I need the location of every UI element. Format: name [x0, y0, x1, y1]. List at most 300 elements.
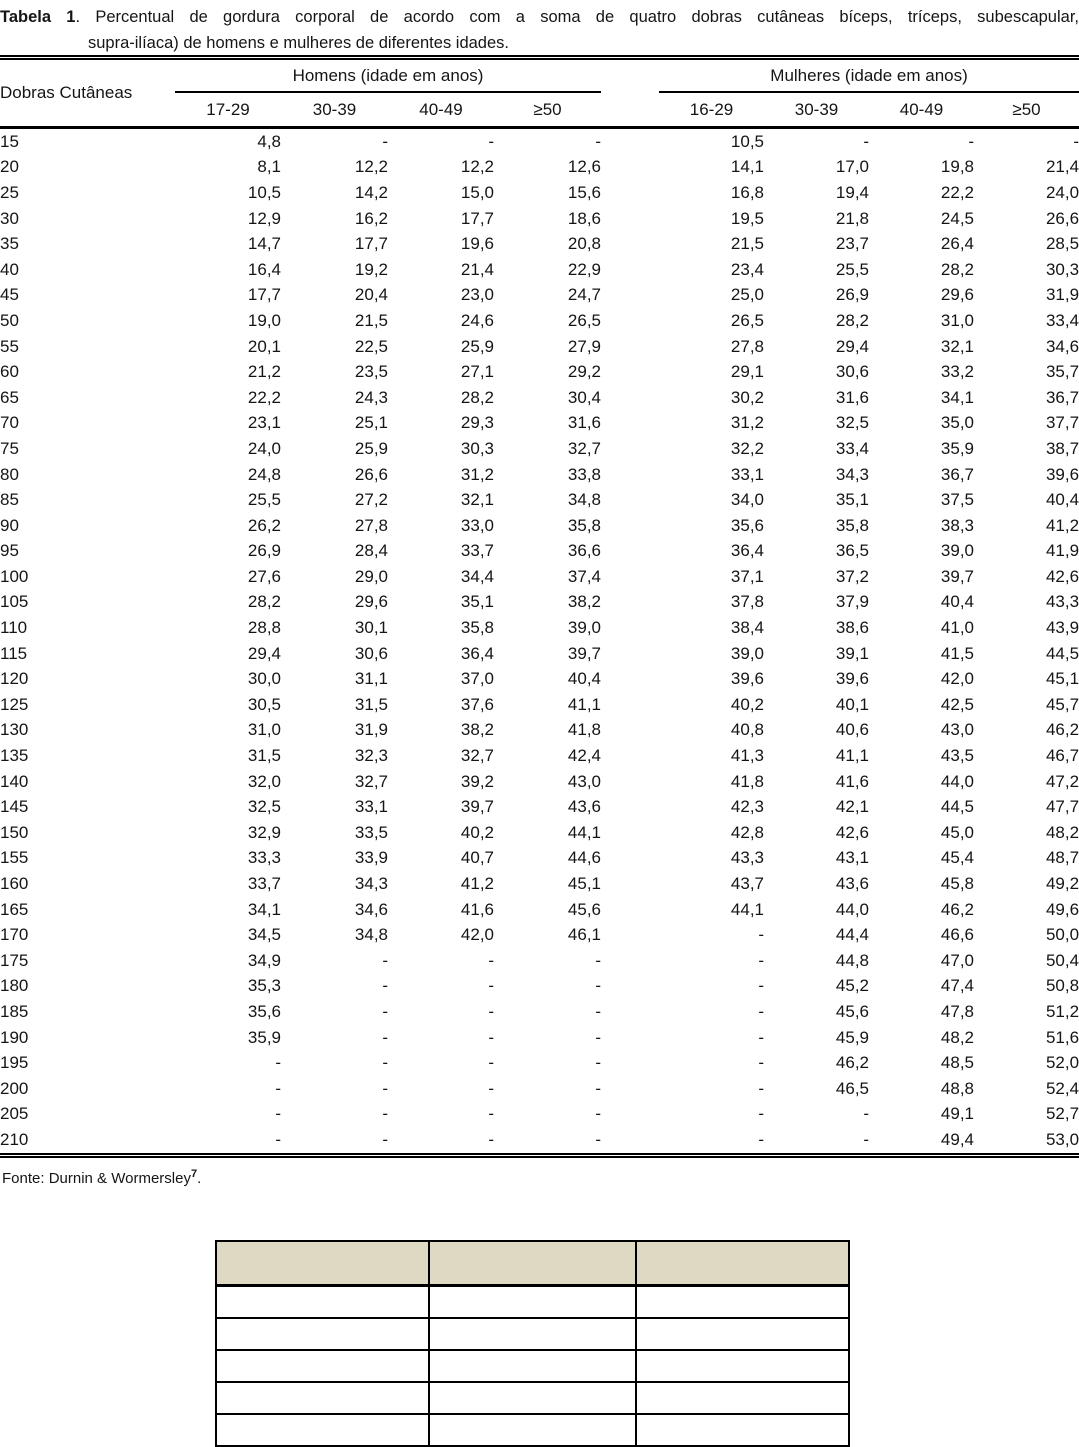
spacer-cell [601, 539, 659, 565]
empty-form-cell [216, 1286, 429, 1319]
women-value-cell: 42,5 [940, 694, 974, 714]
women-value-cell: 14,1 [730, 157, 764, 177]
women-value-cell: - [758, 1053, 764, 1073]
skinfold-sum-cell: 120 [0, 669, 29, 689]
women-value-cell: 49,2 [1045, 874, 1079, 894]
women-value-cell: 41,3 [730, 746, 764, 766]
men-value-cell: 20,1 [247, 336, 281, 356]
women-value-cell: 34,3 [835, 464, 869, 484]
women-value-cell: 28,5 [1045, 234, 1079, 254]
men-value-cell: - [488, 1053, 494, 1073]
men-value-cell: - [382, 976, 388, 996]
women-value-cell: 31,0 [940, 310, 974, 330]
table-row [0, 1102, 1079, 1128]
empty-form-header-cell [636, 1241, 849, 1286]
men-value-cell: 15,0 [460, 182, 494, 202]
skinfold-sum-cell: 95 [0, 541, 19, 561]
men-value-cell: 29,6 [354, 592, 388, 612]
women-value-cell: 44,0 [940, 771, 974, 791]
women-value-cell: 47,0 [940, 950, 974, 970]
men-value-cell: 32,3 [354, 746, 388, 766]
women-value-cell: 16,8 [730, 182, 764, 202]
women-group-header: Mulheres (idade em anos) [659, 58, 1079, 93]
spacer-cell [601, 1127, 659, 1155]
women-value-cell: 28,2 [940, 259, 974, 279]
men-value-cell: 14,2 [354, 182, 388, 202]
women-value-cell: 30,3 [1045, 259, 1079, 279]
men-value-cell: 27,8 [354, 515, 388, 535]
women-value-cell: 39,0 [940, 541, 974, 561]
men-value-cell: 41,2 [460, 874, 494, 894]
women-value-cell: 52,7 [1045, 1104, 1079, 1124]
men-value-cell: 41,1 [567, 694, 601, 714]
table-row [0, 462, 1079, 488]
men-value-cell: 21,5 [354, 310, 388, 330]
women-value-cell: 39,6 [1045, 464, 1079, 484]
women-value-cell: 39,7 [940, 566, 974, 586]
empty-form-cell [216, 1318, 429, 1350]
men-value-cell: 22,2 [247, 387, 281, 407]
table-row [0, 180, 1079, 206]
women-value-cell: 26,4 [940, 234, 974, 254]
empty-form-cell [636, 1350, 849, 1382]
women-value-cell: 24,0 [1045, 182, 1079, 202]
empty-form-cell [636, 1414, 849, 1446]
table-row [0, 436, 1079, 462]
women-value-cell: 35,9 [940, 438, 974, 458]
women-value-cell: 49,4 [940, 1129, 974, 1149]
men-value-cell: 19,2 [354, 259, 388, 279]
men-value-cell: 31,6 [567, 413, 601, 433]
men-value-cell: 27,2 [354, 490, 388, 510]
men-value-cell: 43,0 [567, 771, 601, 791]
empty-form-cell [636, 1382, 849, 1414]
men-value-cell: 25,9 [354, 438, 388, 458]
women-value-cell: 50,8 [1045, 976, 1079, 996]
women-value-cell: 30,2 [730, 387, 764, 407]
men-value-cell: 36,6 [567, 541, 601, 561]
women-value-cell: 43,0 [940, 720, 974, 740]
skinfold-sum-cell: 70 [0, 413, 19, 433]
men-value-cell: 31,9 [354, 720, 388, 740]
men-value-cell: 33,8 [567, 464, 601, 484]
men-value-cell: 16,2 [354, 208, 388, 228]
empty-form-header-cell [216, 1241, 429, 1286]
women-value-cell: 43,1 [835, 848, 869, 868]
men-value-cell: 24,7 [567, 285, 601, 305]
women-value-cell: 24,5 [940, 208, 974, 228]
women-value-cell: 53,0 [1045, 1129, 1079, 1149]
women-value-cell: 47,7 [1045, 797, 1079, 817]
men-value-cell: 19,6 [460, 234, 494, 254]
empty-form-cell [429, 1286, 636, 1319]
women-value-cell: 45,7 [1045, 694, 1079, 714]
women-value-cell: 46,2 [1045, 720, 1079, 740]
empty-form-cell [216, 1414, 429, 1446]
women-value-cell: - [863, 1129, 869, 1149]
women-value-cell: 39,1 [835, 643, 869, 663]
women-value-cell: 35,8 [835, 515, 869, 535]
women-value-cell: 33,1 [730, 464, 764, 484]
table-caption [0, 4, 1079, 56]
men-value-cell: 23,1 [247, 413, 281, 433]
women-value-cell: 21,8 [835, 208, 869, 228]
skinfold-sum-cell: 85 [0, 490, 19, 510]
women-value-cell: 26,6 [1045, 208, 1079, 228]
women-value-cell: 52,0 [1045, 1053, 1079, 1073]
women-value-cell: 43,7 [730, 874, 764, 894]
table-row [0, 948, 1079, 974]
men-value-cell: 40,2 [460, 822, 494, 842]
table-row [0, 539, 1079, 565]
source-reference-superscript: 7 [190, 1168, 198, 1180]
skinfold-sum-cell: 200 [0, 1078, 29, 1098]
men-value-cell: 35,8 [460, 618, 494, 638]
men-value-cell: 30,4 [567, 387, 601, 407]
men-value-cell: 25,1 [354, 413, 388, 433]
men-value-cell: 38,2 [460, 720, 494, 740]
men-value-cell: 30,0 [247, 669, 281, 689]
men-value-cell: 24,6 [460, 310, 494, 330]
women-value-cell: 41,2 [1045, 515, 1079, 535]
men-value-cell: - [275, 1053, 281, 1073]
men-value-cell: 26,2 [247, 515, 281, 535]
spacer-cell [601, 871, 659, 897]
skinfold-sum-cell: 65 [0, 387, 19, 407]
men-value-cell: 41,8 [567, 720, 601, 740]
men-value-cell: 21,2 [247, 362, 281, 382]
women-value-cell: 52,4 [1045, 1078, 1079, 1098]
men-value-cell: 27,1 [460, 362, 494, 382]
men-value-cell: 34,9 [247, 950, 281, 970]
spacer-cell [601, 564, 659, 590]
men-value-cell: 33,1 [354, 797, 388, 817]
men-value-cell: - [275, 1129, 281, 1149]
skinfold-sum-cell: 130 [0, 720, 29, 740]
men-value-cell: - [595, 1053, 601, 1073]
table-row [0, 1050, 1079, 1076]
women-value-cell: 35,1 [835, 490, 869, 510]
women-value-cell: 48,5 [940, 1053, 974, 1073]
men-value-cell: 42,0 [460, 925, 494, 945]
women-value-cell: 43,6 [835, 874, 869, 894]
skinfold-sum-cell: 165 [0, 899, 29, 919]
men-value-cell: - [595, 1001, 601, 1021]
men-value-cell: 30,1 [354, 618, 388, 638]
women-value-cell: 31,2 [730, 413, 764, 433]
women-value-cell: 38,7 [1045, 438, 1079, 458]
men-value-cell: 12,2 [460, 157, 494, 177]
men-value-cell: - [382, 1129, 388, 1149]
men-value-cell: - [595, 976, 601, 996]
men-value-cell: 4,8 [257, 131, 281, 151]
spacer-cell [601, 436, 659, 462]
women-value-cell: 50,4 [1045, 950, 1079, 970]
women-value-cell: 31,6 [835, 387, 869, 407]
men-value-cell: 32,5 [247, 797, 281, 817]
spacer-cell [601, 334, 659, 360]
women-value-cell: 34,6 [1045, 336, 1079, 356]
men-value-cell: - [488, 1129, 494, 1149]
women-value-cell: - [863, 131, 869, 151]
women-value-cell: 44,5 [1045, 643, 1079, 663]
women-value-cell: 47,8 [940, 1001, 974, 1021]
men-age-col-30-39: 30-39 [312, 99, 357, 119]
men-value-cell: 35,6 [247, 1001, 281, 1021]
men-value-cell: 39,7 [567, 643, 601, 663]
source-period: . [197, 1170, 202, 1187]
spacer-cell [601, 180, 659, 206]
men-value-cell: - [488, 1078, 494, 1098]
women-value-cell: 43,5 [940, 746, 974, 766]
spacer-cell [601, 974, 659, 1000]
women-value-cell: 44,0 [835, 899, 869, 919]
men-value-cell: 45,6 [567, 899, 601, 919]
women-value-cell: 45,6 [835, 1001, 869, 1021]
body-fat-table [0, 55, 1079, 1158]
men-value-cell: 14,7 [247, 234, 281, 254]
men-value-cell: 36,4 [460, 643, 494, 663]
men-value-cell: 35,9 [247, 1027, 281, 1047]
men-value-cell: 34,3 [354, 874, 388, 894]
skinfold-sum-cell: 110 [0, 618, 28, 638]
women-value-cell: 40,2 [730, 694, 764, 714]
empty-form-cell [636, 1286, 849, 1319]
men-value-cell: 27,9 [567, 336, 601, 356]
spacer-cell [601, 283, 659, 309]
men-value-cell: 12,9 [247, 208, 281, 228]
spacer-cell [601, 359, 659, 385]
women-value-cell: 23,4 [730, 259, 764, 279]
table-row [0, 922, 1079, 948]
spacer-cell [601, 590, 659, 616]
empty-form-cell [429, 1318, 636, 1350]
women-value-cell: - [863, 1104, 869, 1124]
men-value-cell: 33,7 [460, 541, 494, 561]
men-value-cell: 20,4 [354, 285, 388, 305]
men-value-cell: 29,4 [247, 643, 281, 663]
men-value-cell: 12,2 [354, 157, 388, 177]
men-value-cell: 45,1 [567, 874, 601, 894]
spacer-cell [601, 128, 659, 155]
men-value-cell: 22,9 [567, 259, 601, 279]
women-value-cell: 35,0 [940, 413, 974, 433]
men-value-cell: 32,7 [460, 746, 494, 766]
skinfold-sum-cell: 190 [0, 1027, 29, 1047]
table-row [0, 641, 1079, 667]
men-value-cell: 41,6 [460, 899, 494, 919]
women-value-cell: 36,7 [940, 464, 974, 484]
women-value-cell: 31,9 [1045, 285, 1079, 305]
women-value-cell: 42,1 [835, 797, 869, 817]
women-value-cell: 33,4 [1045, 310, 1079, 330]
empty-form-row [216, 1350, 849, 1382]
caption-line-1 [0, 4, 1079, 30]
women-value-cell: - [758, 1078, 764, 1098]
women-age-col-40-49: 40-49 [899, 99, 944, 119]
women-value-cell: 37,5 [940, 490, 974, 510]
table-row [0, 590, 1079, 616]
spacer-cell [601, 1102, 659, 1128]
skinfold-sum-cell: 50 [0, 310, 19, 330]
women-value-cell: - [968, 131, 974, 151]
women-value-cell: 19,8 [940, 157, 974, 177]
women-value-cell: 44,4 [835, 925, 869, 945]
men-value-cell: 30,5 [247, 694, 281, 714]
men-value-cell: 25,5 [247, 490, 281, 510]
women-value-cell: 25,5 [835, 259, 869, 279]
men-value-cell: 23,0 [460, 285, 494, 305]
spacer-cell [601, 1076, 659, 1102]
women-value-cell: 41,8 [730, 771, 764, 791]
women-value-cell: 23,7 [835, 234, 869, 254]
women-value-cell: 37,9 [835, 592, 869, 612]
table-row [0, 206, 1079, 232]
women-value-cell: 43,9 [1045, 618, 1079, 638]
table-row [0, 1127, 1079, 1155]
men-value-cell: 26,5 [567, 310, 601, 330]
men-value-cell: - [488, 1104, 494, 1124]
women-value-cell: 40,4 [1045, 490, 1079, 510]
group-spacer [601, 58, 659, 128]
men-group-header: Homens (idade em anos) [175, 58, 601, 93]
table-row [0, 718, 1079, 744]
men-value-cell: 19,0 [247, 310, 281, 330]
men-value-cell: - [488, 1027, 494, 1047]
men-value-cell: 28,4 [354, 541, 388, 561]
men-value-cell: 37,0 [460, 669, 494, 689]
table-row [0, 999, 1079, 1025]
spacer-cell [601, 922, 659, 948]
table-row [0, 257, 1079, 283]
women-value-cell: 26,9 [835, 285, 869, 305]
women-value-cell: 17,0 [835, 157, 869, 177]
table-row [0, 513, 1079, 539]
women-value-cell: 40,1 [835, 694, 869, 714]
men-value-cell: 20,8 [567, 234, 601, 254]
men-value-cell: 28,2 [460, 387, 494, 407]
skinfold-sum-cell: 60 [0, 362, 19, 382]
women-value-cell: 30,6 [835, 362, 869, 382]
women-value-cell: 32,1 [940, 336, 974, 356]
women-value-cell: 50,0 [1045, 925, 1079, 945]
table-row [0, 128, 1079, 155]
men-value-cell: 23,5 [354, 362, 388, 382]
spacer-cell [601, 1025, 659, 1051]
women-value-cell: 35,6 [730, 515, 764, 535]
table-row [0, 359, 1079, 385]
men-value-cell: 33,9 [354, 848, 388, 868]
skinfold-sum-cell: 30 [0, 208, 19, 228]
women-age-col-50plus: ≥50 [1012, 99, 1041, 119]
men-value-cell: 17,7 [354, 234, 388, 254]
men-value-cell: - [382, 950, 388, 970]
skinfold-sum-cell: 55 [0, 336, 19, 356]
men-value-cell: 37,6 [460, 694, 494, 714]
men-value-cell: - [488, 950, 494, 970]
men-value-cell: 12,6 [567, 157, 601, 177]
women-value-cell: 46,5 [835, 1078, 869, 1098]
men-value-cell: 31,0 [247, 720, 281, 740]
men-value-cell: - [488, 131, 494, 151]
skinfold-sum-cell: 80 [0, 464, 19, 484]
men-value-cell: 43,6 [567, 797, 601, 817]
men-age-col-40-49: 40-49 [419, 99, 463, 119]
women-value-cell: - [758, 925, 764, 945]
women-value-cell: 29,4 [835, 336, 869, 356]
men-value-cell: - [382, 1027, 388, 1047]
women-value-cell: 29,6 [940, 285, 974, 305]
women-value-cell: 25,0 [730, 285, 764, 305]
table-row [0, 1076, 1079, 1102]
spacer-cell [601, 846, 659, 872]
empty-form-cell [216, 1350, 429, 1382]
women-value-cell: - [758, 950, 764, 970]
women-value-cell: 38,4 [730, 618, 764, 638]
empty-form-table [215, 1240, 850, 1447]
men-value-cell: - [595, 950, 601, 970]
body-fat-table-body [0, 128, 1079, 1156]
men-age-col-17-29: 17-29 [206, 99, 250, 119]
table-row [0, 615, 1079, 641]
men-value-cell: 46,1 [567, 925, 601, 945]
men-value-cell: 35,8 [567, 515, 601, 535]
women-value-cell: 43,3 [730, 848, 764, 868]
men-value-cell: 39,2 [460, 771, 494, 791]
skinfold-sum-cell: 175 [0, 950, 29, 970]
table-row [0, 231, 1079, 257]
men-value-cell: 18,6 [567, 208, 601, 228]
caption-line-2: supra-ilíaca) de homens e mulheres de diferentes idades. [88, 34, 509, 52]
spacer-cell [601, 155, 659, 181]
spacer-cell [601, 206, 659, 232]
men-value-cell: 16,4 [247, 259, 281, 279]
empty-form-row [216, 1382, 849, 1414]
skinfold-sum-cell: 100 [0, 566, 29, 586]
men-value-cell: 32,9 [247, 822, 281, 842]
skinfold-sum-cell: 115 [0, 643, 28, 663]
men-value-cell: 17,7 [460, 208, 494, 228]
women-value-cell: 34,1 [940, 387, 974, 407]
women-value-cell: 51,2 [1045, 1001, 1079, 1021]
men-value-cell: 17,7 [247, 285, 281, 305]
women-value-cell: 40,8 [730, 720, 764, 740]
women-value-cell: 38,3 [940, 515, 974, 535]
men-value-cell: 40,7 [460, 848, 494, 868]
men-value-cell: - [275, 1078, 281, 1098]
men-value-cell: 29,2 [567, 362, 601, 382]
empty-form-cell [429, 1350, 636, 1382]
skinfold-sum-cell: 135 [0, 746, 29, 766]
women-value-cell: 32,5 [835, 413, 869, 433]
women-value-cell: 37,2 [835, 566, 869, 586]
spacer-cell [601, 666, 659, 692]
men-value-cell: 44,1 [567, 822, 601, 842]
women-value-cell: 35,7 [1045, 362, 1079, 382]
women-value-cell: 47,4 [940, 976, 974, 996]
spacer-cell [601, 385, 659, 411]
spacer-cell [601, 948, 659, 974]
table-row [0, 974, 1079, 1000]
women-value-cell: 45,0 [940, 822, 974, 842]
women-value-cell: 39,0 [730, 643, 764, 663]
spacer-cell [601, 1050, 659, 1076]
men-value-cell: 42,4 [567, 746, 601, 766]
empty-form-cell [429, 1382, 636, 1414]
women-value-cell: 29,1 [730, 362, 764, 382]
men-value-cell: 27,6 [247, 566, 281, 586]
spacer-cell [601, 513, 659, 539]
